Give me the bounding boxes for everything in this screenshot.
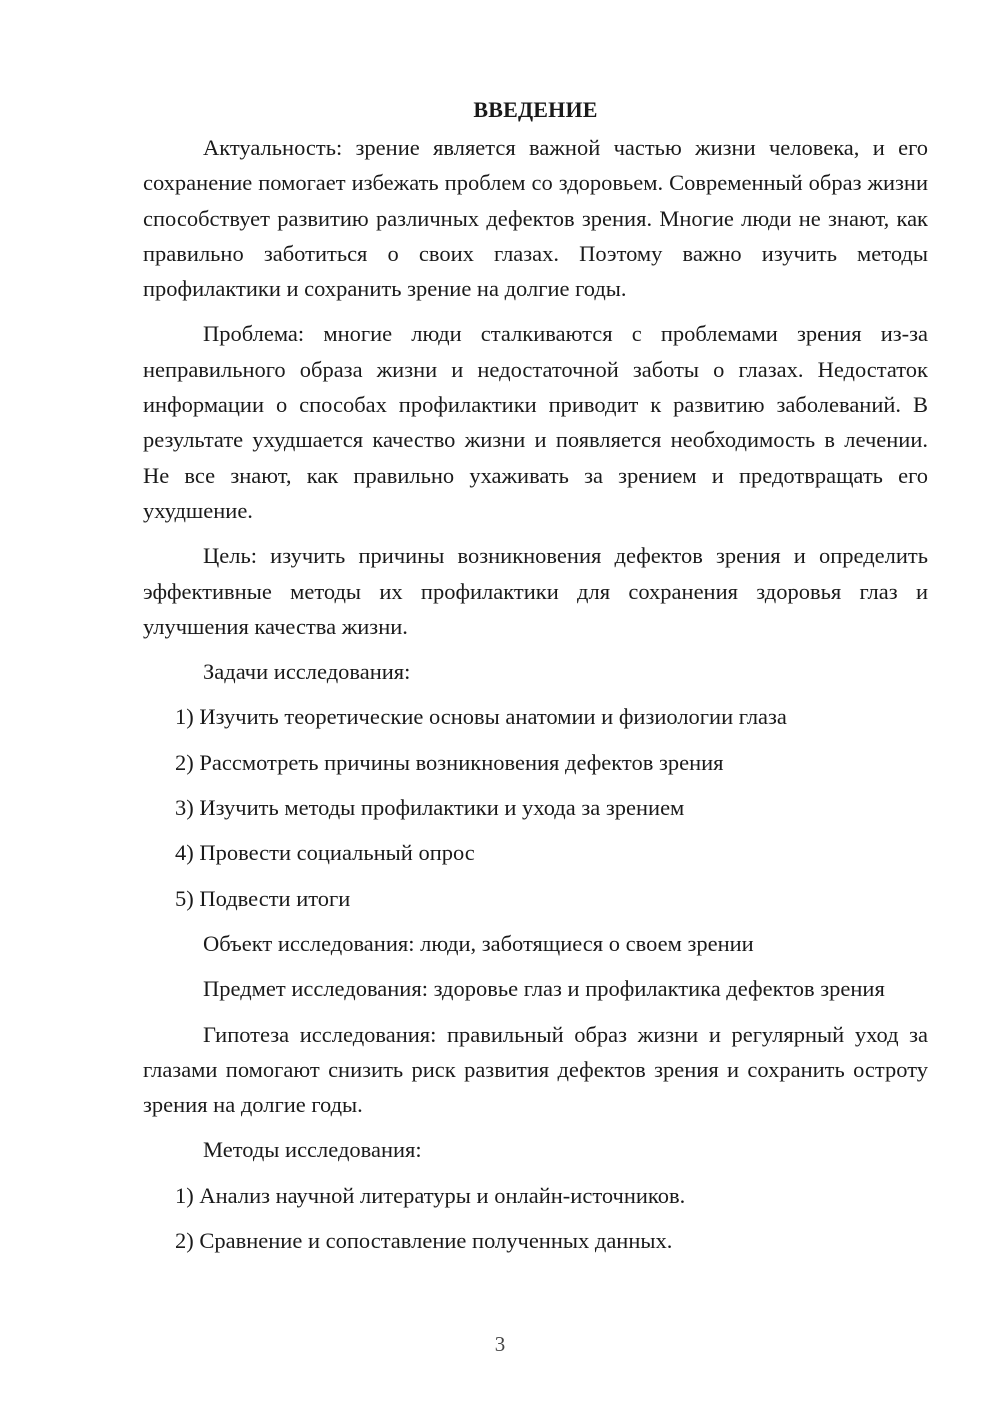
list-item: 2) Рассмотреть причины возникновения дефектов зрения: [175, 749, 724, 775]
object-paragraph: Объект исследования: люди, заботящиеся о своем зрении: [203, 930, 754, 956]
list-item: 5) Подвести итоги: [175, 885, 351, 911]
list-item: 1) Анализ научной литературы и онлайн-источников.: [175, 1182, 686, 1208]
problem-paragraph: Проблема: многие люди сталкиваются с проблемами зрения из-за неправильного образа жизни и недостаточной заботы о глазах. Недостаток информации о способах профилактики приводит к развитию заболеваний. В результате ухудшается качество жизни и появляется необходимость в лечении. Не все знают, как правильно ухаживать за зрением и предотвращать его ухудшение.: [143, 321, 928, 523]
goal-paragraph: Цель: изучить причины возникновения дефектов зрения и определить эффективные методы их профилактики для сохранения здоровья глаз и улучшения качества жизни.: [143, 543, 928, 639]
list-item: 4) Провести социальный опрос: [175, 840, 475, 866]
methods-heading: Методы исследования:: [203, 1137, 422, 1163]
tasks-list: [143, 699, 928, 915]
document-page: [143, 92, 928, 1268]
tasks-heading: Задачи исследования:: [203, 659, 411, 685]
section-title: ВВЕДЕНИЕ: [473, 97, 598, 122]
list-item: 1) Изучить теоретические основы анатомии и физиологии глаза: [175, 704, 787, 730]
page-number: 3: [494, 1332, 506, 1356]
list-item: 3) Изучить методы профилактики и ухода за зрением: [175, 795, 685, 821]
subject-paragraph: Предмет исследования: здоровье глаз и профилактика дефектов зрения: [203, 976, 885, 1002]
hypothesis-paragraph: Гипотеза исследования: правильный образ жизни и регулярный уход за глазами помогают снизить риск развития дефектов зрения и сохранить остроту зрения на долгие годы.: [143, 1021, 928, 1118]
methods-list: [143, 1178, 928, 1259]
relevance-paragraph: Актуальность: зрение является важной частью жизни человека, и его сохранение помогает избежать проблем со здоровьем. Современный образ жизни способствует развитию различных дефектов зрения. Многие люди не знают, как правильно заботиться о своих глазах. Поэтому важно изучить методы профилактики и сохранить зрение на долгие годы.: [143, 135, 928, 302]
list-item: 2) Сравнение и сопоставление полученных данных.: [175, 1228, 673, 1254]
